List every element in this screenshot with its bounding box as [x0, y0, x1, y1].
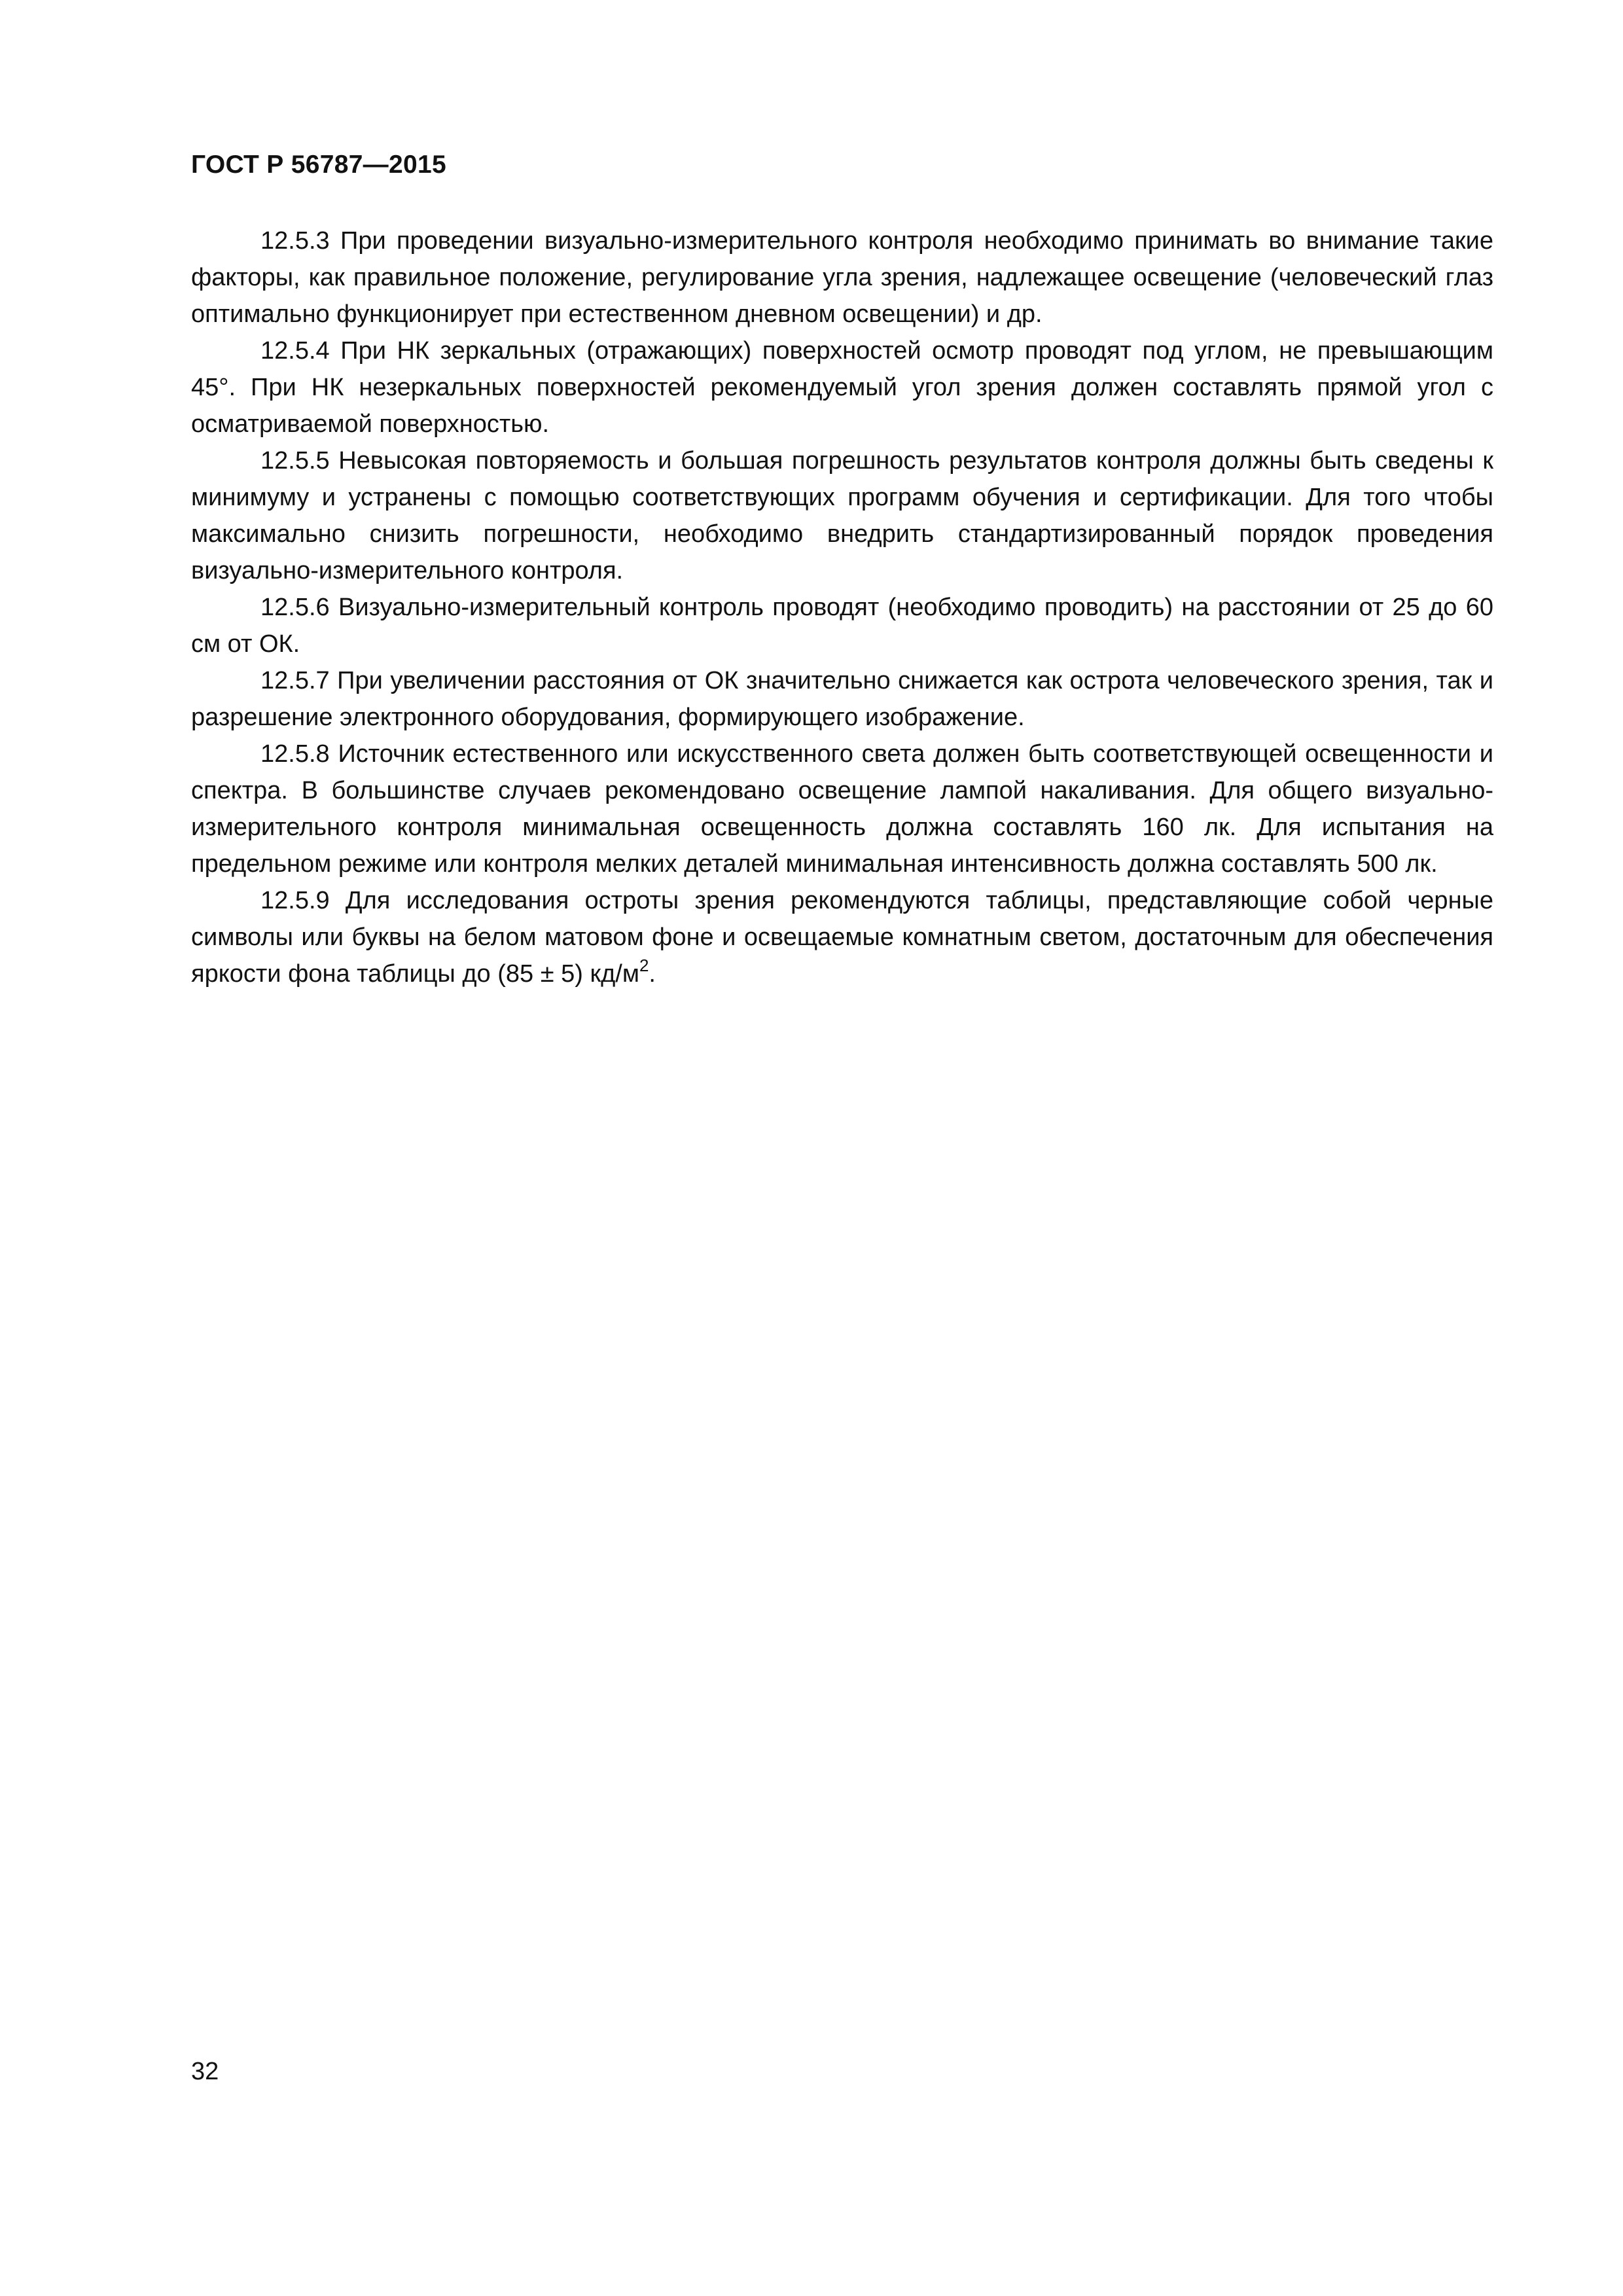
paragraph-number: 12.5.6: [260, 594, 330, 621]
paragraph-text: При проведении визуально-измерительного контроля необходимо принимать во внимание такие факторы, как правильное положение, регулирование угла зрения, надлежащее освещение (человеческий глаз оптимально функционирует при естественном дневном освещении) и др.: [191, 227, 1494, 328]
paragraph-text: Для исследования остроты зрения рекомендуются таблицы, представляющие собой черные символы или буквы на белом матовом фоне и освещаемые комнатным светом, достаточным для обеспечения яркости фона таблицы до (85 ± 5) кд/м: [191, 887, 1493, 988]
document-body: [191, 223, 1493, 992]
paragraph-text: Невысокая повторяемость и большая погрешность результатов контроля должны быть сведены к минимуму и устранены с помощью соответствующих программ обучения и сертификации. Для того чтобы максимально снизить погрешности, необходимо внедрить стандартизированный порядок проведения визуально-измерительного контроля.: [191, 447, 1493, 584]
paragraph-number: 12.5.7: [260, 667, 330, 694]
page-number: 32: [191, 2058, 219, 2085]
paragraph-number: 12.5.3: [260, 227, 330, 255]
paragraph-text: Источник естественного или искусственного света должен быть соответствующей освещенности и спектра. В большинстве случаев рекомендовано освещение лампой накаливания. Для общего визуально-измерительного контроля минимальная освещенность должна составлять 160 лк. Для испытания на предельном режиме или контроля мелких деталей минимальная интенсивность должна составлять 500 лк.: [191, 740, 1493, 878]
paragraph-12-5-9: [191, 882, 1493, 992]
paragraph-text: При НК зеркальных (отражающих) поверхностей осмотр проводят под углом, не превышающим 45°. При НК незеркальных поверхностей рекомендуемый угол зрения должен составлять прямой угол с осматриваемой поверхностью.: [191, 337, 1493, 438]
paragraph-tail: .: [649, 960, 656, 988]
paragraph-number: 12.5.4: [260, 337, 330, 365]
paragraph-12-5-8: [191, 736, 1493, 882]
paragraph-number: 12.5.5: [260, 447, 330, 475]
paragraph-12-5-6: [191, 589, 1493, 662]
paragraph-text: При увеличении расстояния от ОК значительно снижается как острота человеческого зрения, так и разрешение электронного оборудования, формирующего изображение.: [191, 667, 1493, 731]
paragraph-text: Визуально-измерительный контроль проводят (необходимо проводить) на расстоянии от 25 до 60 см от ОК.: [191, 594, 1494, 658]
paragraph-12-5-3: [191, 223, 1493, 332]
paragraph-number: 12.5.9: [260, 887, 330, 914]
standard-code-header: ГОСТ Р 56787—2015: [191, 151, 446, 179]
paragraph-12-5-5: [191, 442, 1493, 589]
paragraph-number: 12.5.8: [260, 740, 330, 768]
paragraph-12-5-7: [191, 662, 1493, 736]
paragraph-12-5-4: [191, 332, 1493, 442]
superscript: 2: [639, 956, 649, 975]
